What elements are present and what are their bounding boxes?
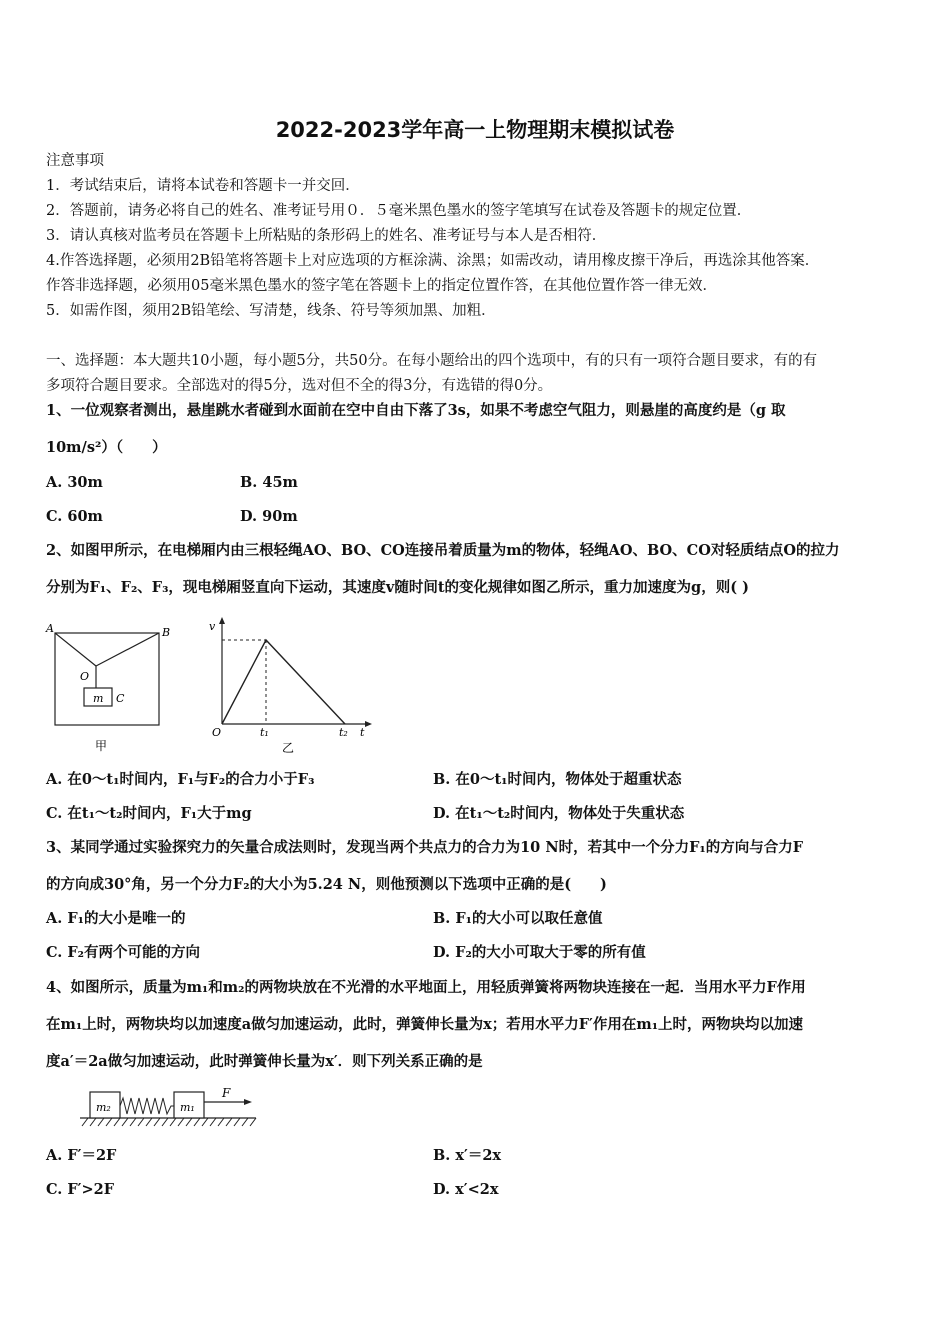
elevator-box [55,633,159,725]
label-m: m [93,692,104,705]
question-3-text: 的方向成30°角，另一个分力F₂的大小为5.24 N，则他预测以下选项中正确的是( ) [46,876,607,893]
force-arrow-head [244,1099,252,1105]
notice-item: 3．请认真核对监考员在答题卡上所粘贴的条形码上的姓名、准考证号与本人是否相符． [46,228,607,244]
question-4-text: 4、如图所示，质量为m₁和m₂的两物块放在不光滑的水平地面上，用轻质弹簧将两物块连接在一起．当用水平力F作用 [46,979,806,996]
section-intro: 多项符合题目要求。全部选对的得5分，选对但不全的得3分，有选错的得0分。 [46,378,553,394]
section-intro: 一、选择题：本大题共10小题，每小题5分，共50分。在每小题给出的四个选项中，有的只有一项符合题目要求，有的有 [46,353,818,369]
label-b: B [162,626,171,639]
label-m2: m₂ [96,1101,111,1114]
question-2-text: 分别为F₁、F₂、F₃，现电梯厢竖直向下运动，其速度v随时间t的变化规律如图乙所示，重力加速度为g，则( ) [46,579,749,596]
spring-blocks-diagram [78,1082,268,1132]
q3-option-d: D. F₂的大小可取大于零的所有值 [433,944,646,961]
caption-jia: 甲 [95,739,108,753]
q1-option-c: C. 60m [46,508,103,525]
label-m1: m₁ [180,1101,195,1114]
rope-ao [55,633,96,666]
q4-option-d: D. x′<2x [433,1181,499,1198]
q4-option-c: C. F′>2F [46,1181,115,1198]
notice-item: 作答非选择题，必须用05毫米黑色墨水的签字笔在答题卡上的指定位置作答，在其他位置作答一律无效． [46,278,717,294]
q3-option-c: C. F₂有两个可能的方向 [46,944,201,961]
notice-item: 2．答题前，请务必将自己的姓名、准考证号用０．５毫米黑色墨水的签字笔填写在试卷及答题卡的规定位置． [46,203,752,219]
velocity-time-graph [200,612,380,758]
notice-item: 5．如需作图，须用2B铅笔绘、写清楚，线条、符号等须加黑、加粗． [46,303,496,319]
q2-option-d: D. 在t₁～t₂时间内，物体处于失重状态 [433,805,685,822]
q4-option-b: B. x′＝2x [433,1147,502,1164]
question-1-text: 10m/s²）（ ） [46,439,167,456]
q2-option-b: B. 在0～t₁时间内，物体处于超重状态 [433,771,682,788]
q4-option-a: A. F′＝2F [46,1147,117,1164]
notice-item: 4.作答选择题，必须用2B铅笔将答题卡上对应选项的方框涂满、涂黑；如需改动，请用橡皮擦干净后，再选涂其他答案． [46,253,820,269]
page-title: 2022-2023学年高一上物理期末模拟试卷 [275,118,675,142]
question-1-text: 1、一位观察者测出，悬崖跳水者碰到水面前在空中自由下落了3s，如果不考虑空气阻力，则悬崖的高度约是（g 取 [46,402,786,419]
rope-bo [96,633,159,666]
q1-option-a: A. 30m [46,474,103,491]
elevator-diagram [40,618,190,758]
velocity-curve [222,640,345,724]
q1-option-d: D. 90m [240,508,298,525]
label-c: C [116,692,125,705]
q2-option-a: A. 在0～t₁时间内，F₁与F₂的合力小于F₃ [46,771,315,788]
t-axis-arrow [365,721,372,727]
caption-yi: 乙 [282,741,295,755]
label-o: O [80,670,90,683]
ground-hatch [82,1118,256,1126]
q2-option-c: C. 在t₁～t₂时间内，F₁大于mg [46,805,252,822]
label-t2: t₂ [339,726,348,739]
v-axis-arrow [219,617,225,624]
q1-option-b: B. 45m [240,474,298,491]
question-2-text: 2、如图甲所示，在电梯厢内由三根轻绳AO、BO、CO连接吊着质量为m的物体，轻绳AO、BO、CO对轻质结点O的拉力 [46,542,840,559]
q3-option-a: A. F₁的大小是唯一的 [46,910,186,927]
label-v: v [209,620,216,633]
label-a: A [46,622,54,635]
question-4-text: 度a′＝2a做匀加速运动，此时弹簧伸长量为x′．则下列关系正确的是 [46,1053,483,1070]
label-f: F [222,1086,231,1100]
notice-heading: 注意事项 [46,153,104,169]
question-4-text: 在m₁上时，两物块均以加速度a做匀加速运动，此时，弹簧伸长量为x；若用水平力F′作用在m₁上时，两物块均以加速 [46,1016,804,1033]
label-t: t [360,726,365,739]
question-3-text: 3、某同学通过实验探究力的矢量合成法则时，发现当两个共点力的合力为10 N时，若其中一个分力F₁的方向与合力F [46,839,804,856]
label-t1: t₁ [260,726,269,739]
spring [120,1098,174,1114]
q3-option-b: B. F₁的大小可以取任意值 [433,910,603,927]
label-origin: O [212,726,222,739]
notice-item: 1．考试结束后，请将本试卷和答题卡一并交回． [46,178,360,194]
